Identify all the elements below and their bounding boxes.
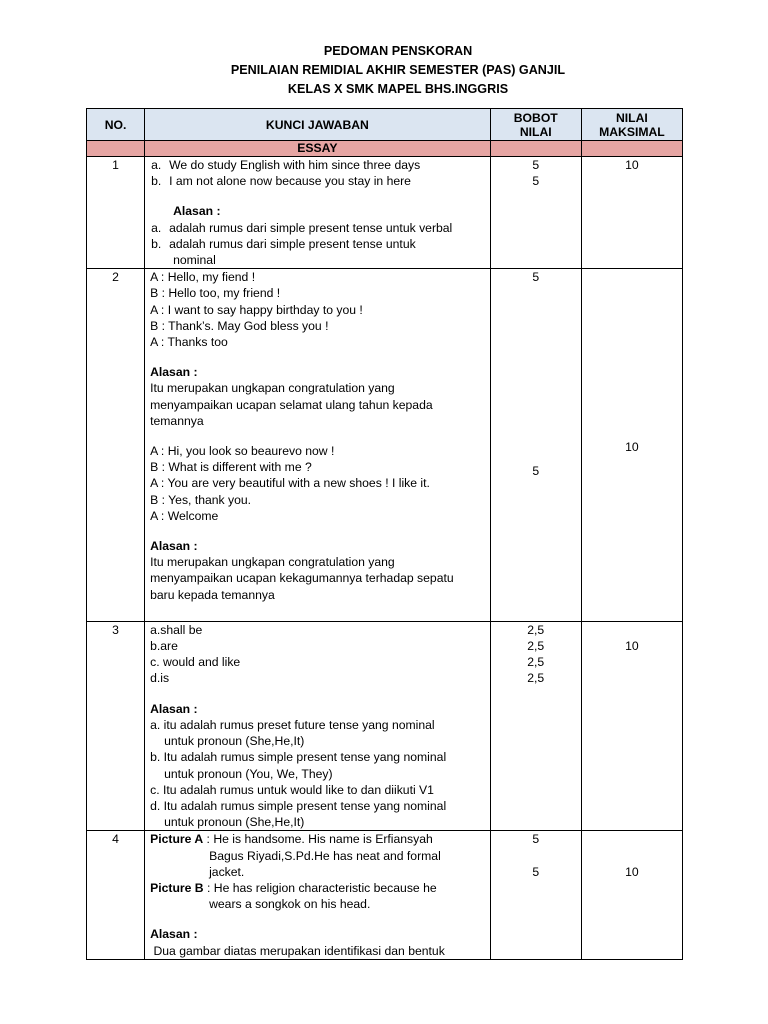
nilai-cell: [581, 831, 682, 959]
answer-text: : He is handsome. His name is Erfiansyah: [203, 832, 433, 847]
alasan-heading: Alasan :: [150, 701, 198, 716]
bobot-cell: [490, 831, 581, 959]
answer-text: b.are: [150, 639, 178, 654]
question-number: 3: [87, 621, 145, 830]
reason-text: untuk pronoun (She,He,It): [164, 815, 305, 830]
col-header-nilai: [581, 109, 682, 141]
doc-class-line: KELAS X SMK MAPEL BHS.INGGRIS: [287, 82, 509, 96]
nilai-line1: NILAI: [615, 110, 648, 125]
bobot-value: 2,5: [527, 655, 545, 670]
question-number: 1: [87, 157, 145, 269]
alasan-heading: Alasan :: [150, 927, 198, 942]
bobot-cell: [490, 269, 581, 622]
table-row: [87, 831, 683, 959]
dialog-line: A : You are very beautiful with a new shoes ! I like it.: [150, 476, 430, 491]
bobot-cell: [490, 157, 581, 269]
dialog-line: B : Yes, thank you.: [150, 492, 252, 507]
question-number: 2: [87, 269, 145, 622]
bobot-cell: [490, 621, 581, 830]
col-header-kunci: KUNCI JAWABAN: [145, 109, 491, 141]
answer-text: jacket.: [209, 864, 245, 879]
bobot-value: 5: [532, 158, 540, 172]
nilai-maksimal: 10: [625, 639, 639, 654]
scoring-table: [86, 108, 683, 960]
essay-blank-cell: [490, 141, 581, 157]
reason-text: nominal: [173, 253, 216, 268]
dialog-line: A : Welcome: [150, 508, 219, 523]
list-marker: b.: [151, 236, 162, 251]
table-row: [87, 269, 683, 622]
reason-text: temannya: [150, 413, 204, 428]
bobot-value: 2,5: [527, 671, 545, 686]
reason-text: Itu merupakan ungkapan congratulation yang: [150, 555, 395, 570]
dialog-line: B : Hello too, my friend !: [150, 286, 281, 301]
alasan-heading: Alasan :: [150, 365, 198, 380]
answer-text: c. would and like: [150, 655, 241, 670]
col-header-bobot: [490, 109, 581, 141]
nilai-maksimal: 10: [581, 157, 682, 269]
question-number: 4: [87, 831, 145, 959]
essay-label: ESSAY: [145, 141, 491, 157]
alasan-heading: Alasan :: [173, 204, 221, 219]
reason-text: b. Itu adalah rumus simple present tense yang nominal: [150, 750, 447, 765]
nilai-maksimal: 10: [625, 864, 639, 879]
nilai-maksimal: 10: [625, 440, 639, 455]
reason-text: baru kepada temannya: [150, 587, 275, 602]
reason-text: adalah rumus dari simple present tense untuk verbal: [169, 220, 453, 235]
bobot-value: 5: [532, 464, 540, 479]
reason-text: d. Itu adalah rumus simple present tense yang nominal: [150, 798, 447, 813]
dialog-line: A : Hello, my fiend !: [150, 270, 256, 285]
doc-subtitle: PENILAIAN REMIDIAL AKHIR SEMESTER (PAS) GANJIL: [230, 63, 566, 77]
essay-blank-cell: [581, 141, 682, 157]
answer-text: : He has religion characteristic because he: [203, 880, 437, 895]
answer-key-cell: [145, 831, 491, 959]
list-marker: b.: [151, 174, 162, 189]
answer-text: Bagus Riyadi,S.Pd.He has neat and formal: [209, 848, 441, 863]
table-row: [87, 157, 683, 269]
dialog-line: B : What is different with me ?: [150, 460, 312, 475]
bobot-value: 5: [532, 864, 540, 879]
dialog-line: B : Thank’s. May God bless you !: [150, 318, 329, 333]
answer-key-cell: [145, 269, 491, 622]
nilai-cell: [581, 621, 682, 830]
dialog-line: A : Thanks too: [150, 335, 228, 350]
essay-blank-cell: [87, 141, 145, 157]
list-marker: a.: [151, 220, 162, 235]
document-header: [0, 42, 768, 99]
alasan-heading: Alasan :: [150, 539, 198, 554]
reason-text: Dua gambar diatas merupakan identifikasi dan bentuk: [150, 943, 445, 958]
nilai-line2: MAKSIMAL: [599, 124, 665, 139]
bobot-line1: BOBOT: [513, 110, 558, 125]
nilai-cell: [581, 269, 682, 622]
reason-text: a. itu adalah rumus preset future tense yang nominal: [150, 717, 435, 732]
reason-text: untuk pronoun (She,He,It): [164, 734, 305, 749]
answer-key-cell: [145, 157, 491, 269]
table-header-row: [87, 109, 683, 141]
answer-key-cell: [145, 621, 491, 830]
doc-title: PEDOMAN PENSKORAN: [323, 44, 473, 58]
bobot-value: 5: [532, 832, 540, 847]
answer-text: a.shall be: [150, 622, 203, 637]
reason-text: c. Itu adalah rumus untuk would like to dan diikuti V1: [150, 782, 434, 797]
picture-a-label: Picture A: [150, 832, 204, 847]
bobot-value: 5: [532, 174, 540, 189]
bobot-value: 5: [532, 270, 540, 285]
bobot-value: 2,5: [527, 639, 545, 654]
reason-text: adalah rumus dari simple present tense untuk: [169, 236, 416, 251]
dialog-line: A : I want to say happy birthday to you !: [150, 302, 363, 317]
list-marker: a.: [151, 158, 162, 172]
dialog-line: A : Hi, you look so beaurevo now !: [150, 444, 335, 459]
reason-text: menyampaikan ucapan selamat ulang tahun kepada: [150, 397, 433, 412]
reason-text: menyampaikan ucapan kekagumannya terhadap sepatu: [150, 571, 454, 586]
answer-text: d.is: [150, 671, 170, 686]
reason-text: Itu merupakan ungkapan congratulation yang: [150, 381, 395, 396]
picture-b-label: Picture B: [150, 880, 204, 895]
answer-text: wears a songkok on his head.: [209, 897, 371, 912]
bobot-value: 2,5: [527, 622, 545, 637]
essay-section-row: [87, 141, 683, 157]
bobot-line2: NILAI: [519, 124, 552, 139]
col-header-no: NO.: [87, 109, 145, 141]
table-row: [87, 621, 683, 830]
reason-text: untuk pronoun (You, We, They): [164, 766, 333, 781]
answer-text: I am not alone now because you stay in here: [169, 174, 411, 189]
answer-text: We do study English with him since three days: [169, 158, 421, 172]
